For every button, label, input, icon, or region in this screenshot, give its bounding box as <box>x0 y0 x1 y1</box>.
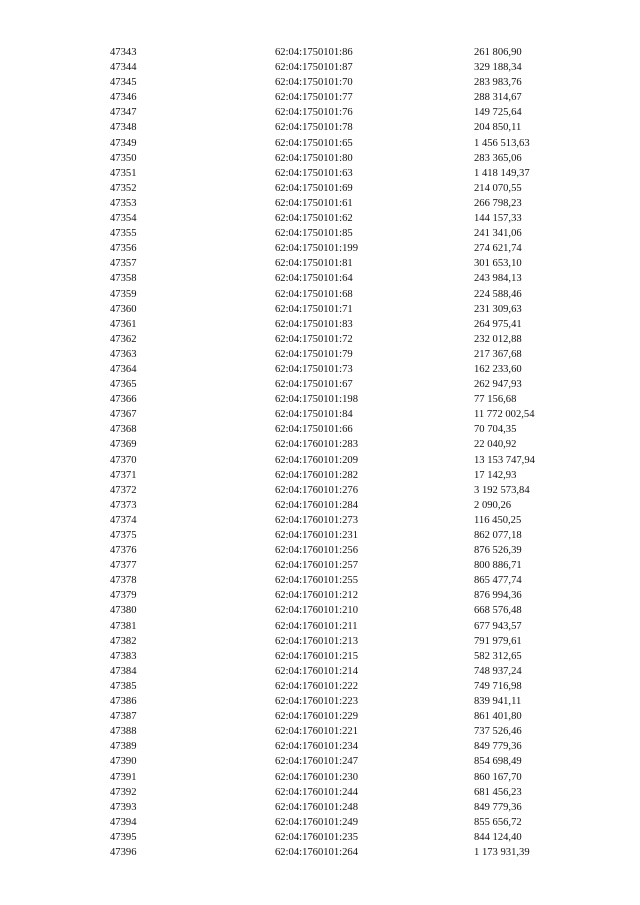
row-number: 47366 <box>110 394 137 406</box>
cadastral-value: 266 798,23 <box>474 197 522 209</box>
cadastral-number: 62:04:1760101:273 <box>275 514 358 526</box>
table-row <box>0 407 640 422</box>
row-number: 47349 <box>110 137 137 149</box>
row-number: 47395 <box>110 831 137 843</box>
cadastral-value: 301 653,10 <box>474 258 522 270</box>
cadastral-number: 62:04:1760101:282 <box>275 469 358 481</box>
cadastral-number: 62:04:1760101:283 <box>275 439 358 451</box>
row-number: 47355 <box>110 228 137 240</box>
cadastral-value: 264 975,41 <box>474 318 522 330</box>
row-number: 47394 <box>110 816 137 828</box>
table-row <box>0 453 640 468</box>
cadastral-value: 261 806,90 <box>474 47 522 58</box>
row-number: 47359 <box>110 288 137 300</box>
row-number: 47370 <box>110 454 137 466</box>
cadastral-value: 274 621,74 <box>474 243 522 255</box>
row-number: 47390 <box>110 756 137 768</box>
row-number: 47381 <box>110 620 137 632</box>
row-number: 47396 <box>110 846 137 858</box>
cadastral-value: 876 994,36 <box>474 590 522 602</box>
cadastral-value: 243 984,13 <box>474 273 522 285</box>
table-row <box>0 664 640 679</box>
row-number: 47348 <box>110 122 137 134</box>
table-row <box>0 603 640 618</box>
cadastral-value: 854 698,49 <box>474 756 522 768</box>
cadastral-number: 62:04:1750101:67 <box>275 379 353 391</box>
cadastral-number: 62:04:1760101:212 <box>275 590 358 602</box>
table-row <box>0 513 640 528</box>
row-number: 47354 <box>110 213 137 225</box>
row-number: 47356 <box>110 243 137 255</box>
row-number: 47386 <box>110 696 137 708</box>
table-row <box>0 105 640 120</box>
row-number: 47353 <box>110 197 137 209</box>
cadastral-number: 62:04:1750101:63 <box>275 167 353 179</box>
cadastral-value: 844 124,40 <box>474 831 522 843</box>
cadastral-value: 217 367,68 <box>474 348 522 360</box>
cadastral-value: 2 090,26 <box>474 499 512 511</box>
table-row <box>0 75 640 90</box>
cadastral-number: 62:04:1760101:230 <box>275 771 358 783</box>
cadastral-number: 62:04:1750101:80 <box>275 152 353 164</box>
cadastral-value: 149 725,64 <box>474 107 522 119</box>
table-row <box>0 60 640 75</box>
table-row <box>0 166 640 181</box>
cadastral-value: 839 941,11 <box>474 696 522 708</box>
table-row <box>0 90 640 105</box>
table-row <box>0 634 640 649</box>
cadastral-number: 62:04:1760101:222 <box>275 680 358 692</box>
cadastral-number: 62:04:1750101:72 <box>275 333 353 345</box>
cadastral-number: 62:04:1760101:209 <box>275 454 358 466</box>
cadastral-value: 1 418 149,37 <box>474 167 530 179</box>
row-number: 47358 <box>110 273 137 285</box>
table-row <box>0 770 640 785</box>
cadastral-value: 582 312,65 <box>474 650 522 662</box>
cadastral-number: 62:04:1760101:264 <box>275 846 358 858</box>
cadastral-value: 860 167,70 <box>474 771 522 783</box>
cadastral-value: 849 779,36 <box>474 741 522 753</box>
row-number: 47347 <box>110 107 137 119</box>
table-row <box>0 437 640 452</box>
cadastral-number: 62:04:1750101:86 <box>275 47 353 58</box>
table-row <box>0 211 640 226</box>
table-row <box>0 739 640 754</box>
cadastral-value: 283 983,76 <box>474 77 522 89</box>
cadastral-number: 62:04:1750101:65 <box>275 137 353 149</box>
cadastral-number: 62:04:1760101:221 <box>275 726 358 738</box>
cadastral-number: 62:04:1750101:76 <box>275 107 353 119</box>
cadastral-value: 241 341,06 <box>474 228 522 240</box>
row-number: 47357 <box>110 258 137 270</box>
row-number: 47374 <box>110 514 137 526</box>
cadastral-number: 62:04:1760101:244 <box>275 786 358 798</box>
row-number: 47365 <box>110 379 137 391</box>
table-row <box>0 573 640 588</box>
row-number: 47388 <box>110 726 137 738</box>
cadastral-value: 70 704,35 <box>474 424 517 436</box>
cadastral-number: 62:04:1750101:61 <box>275 197 353 209</box>
cadastral-value: 262 947,93 <box>474 379 522 391</box>
cadastral-value: 668 576,48 <box>474 605 522 617</box>
row-number: 47392 <box>110 786 137 798</box>
table-row <box>0 483 640 498</box>
cadastral-value: 13 153 747,94 <box>474 454 535 466</box>
cadastral-number: 62:04:1760101:247 <box>275 756 358 768</box>
cadastral-number: 62:04:1760101:223 <box>275 696 358 708</box>
row-number: 47391 <box>110 771 137 783</box>
cadastral-value: 224 588,46 <box>474 288 522 300</box>
table-row <box>0 588 640 603</box>
cadastral-number: 62:04:1750101:87 <box>275 62 353 74</box>
cadastral-value: 231 309,63 <box>474 303 522 315</box>
cadastral-number: 62:04:1750101:73 <box>275 363 353 375</box>
cadastral-number: 62:04:1760101:231 <box>275 530 358 541</box>
cadastral-number: 62:04:1760101:211 <box>275 620 358 632</box>
cadastral-value: 748 937,24 <box>474 665 522 677</box>
cadastral-number: 62:04:1750101:71 <box>275 303 353 315</box>
row-number: 47380 <box>110 605 137 617</box>
row-number: 47343 <box>110 47 137 58</box>
table-row <box>0 619 640 634</box>
table-row <box>0 45 640 60</box>
table-row <box>0 845 640 860</box>
cadastral-number: 62:04:1750101:78 <box>275 122 353 134</box>
cadastral-number: 62:04:1760101:213 <box>275 635 358 647</box>
cadastral-number: 62:04:1760101:276 <box>275 484 358 496</box>
row-number: 47346 <box>110 92 137 104</box>
table-row <box>0 785 640 800</box>
cadastral-number: 62:04:1750101:85 <box>275 228 353 240</box>
table-row <box>0 226 640 241</box>
row-number: 47375 <box>110 530 137 541</box>
table-row <box>0 694 640 709</box>
cadastral-value: 204 850,11 <box>474 122 522 134</box>
table-row <box>0 679 640 694</box>
row-number: 47387 <box>110 711 137 723</box>
cadastral-number: 62:04:1760101:255 <box>275 575 358 587</box>
table-row <box>0 754 640 769</box>
table-row <box>0 241 640 256</box>
table-row <box>0 287 640 302</box>
cadastral-value: 749 716,98 <box>474 680 522 692</box>
row-number: 47367 <box>110 409 137 421</box>
cadastral-value: 232 012,88 <box>474 333 522 345</box>
table-row <box>0 181 640 196</box>
table-row <box>0 271 640 286</box>
records-table <box>0 45 640 860</box>
cadastral-value: 1 173 931,39 <box>474 846 530 858</box>
cadastral-number: 62:04:1760101:214 <box>275 665 358 677</box>
row-number: 47344 <box>110 62 137 74</box>
row-number: 47376 <box>110 545 137 557</box>
table-row <box>0 528 640 543</box>
cadastral-value: 116 450,25 <box>474 514 522 526</box>
row-number: 47377 <box>110 560 137 572</box>
table-row <box>0 392 640 407</box>
cadastral-value: 855 656,72 <box>474 816 522 828</box>
cadastral-value: 144 157,33 <box>474 213 522 225</box>
row-number: 47351 <box>110 167 137 179</box>
table-row <box>0 347 640 362</box>
cadastral-value: 283 365,06 <box>474 152 522 164</box>
table-row <box>0 136 640 151</box>
cadastral-number: 62:04:1760101:210 <box>275 605 358 617</box>
cadastral-value: 3 192 573,84 <box>474 484 530 496</box>
cadastral-value: 681 456,23 <box>474 786 522 798</box>
cadastral-value: 77 156,68 <box>474 394 517 406</box>
cadastral-value: 791 979,61 <box>474 635 522 647</box>
row-number: 47352 <box>110 182 137 194</box>
cadastral-value: 329 188,34 <box>474 62 522 74</box>
cadastral-number: 62:04:1760101:248 <box>275 801 358 813</box>
cadastral-value: 214 070,55 <box>474 182 522 194</box>
cadastral-number: 62:04:1750101:62 <box>275 213 353 225</box>
row-number: 47368 <box>110 424 137 436</box>
row-number: 47369 <box>110 439 137 451</box>
row-number: 47362 <box>110 333 137 345</box>
table-row <box>0 362 640 377</box>
cadastral-number: 62:04:1760101:249 <box>275 816 358 828</box>
cadastral-number: 62:04:1750101:70 <box>275 77 353 89</box>
cadastral-number: 62:04:1760101:256 <box>275 545 358 557</box>
cadastral-number: 62:04:1750101:198 <box>275 394 358 406</box>
cadastral-number: 62:04:1760101:257 <box>275 560 358 572</box>
cadastral-value: 22 040,92 <box>474 439 517 451</box>
cadastral-number: 62:04:1750101:64 <box>275 273 353 285</box>
row-number: 47363 <box>110 348 137 360</box>
row-number: 47360 <box>110 303 137 315</box>
cadastral-number: 62:04:1750101:68 <box>275 288 353 300</box>
table-row <box>0 256 640 271</box>
cadastral-value: 1 456 513,63 <box>474 137 530 149</box>
table-row <box>0 151 640 166</box>
cadastral-number: 62:04:1750101:66 <box>275 424 353 436</box>
cadastral-number: 62:04:1760101:234 <box>275 741 358 753</box>
table-row <box>0 709 640 724</box>
cadastral-value: 865 477,74 <box>474 575 522 587</box>
row-number: 47393 <box>110 801 137 813</box>
table-row <box>0 830 640 845</box>
cadastral-number: 62:04:1760101:284 <box>275 499 358 511</box>
table-row <box>0 120 640 135</box>
cadastral-value: 677 943,57 <box>474 620 522 632</box>
row-number: 47379 <box>110 590 137 602</box>
cadastral-value: 162 233,60 <box>474 363 522 375</box>
row-number: 47384 <box>110 665 137 677</box>
row-number: 47385 <box>110 680 137 692</box>
cadastral-number: 62:04:1750101:83 <box>275 318 353 330</box>
table-row <box>0 724 640 739</box>
cadastral-value: 849 779,36 <box>474 801 522 813</box>
cadastral-number: 62:04:1750101:84 <box>275 409 353 421</box>
table-row <box>0 332 640 347</box>
row-number: 47389 <box>110 741 137 753</box>
table-row <box>0 649 640 664</box>
table-row <box>0 468 640 483</box>
cadastral-number: 62:04:1750101:199 <box>275 243 358 255</box>
row-number: 47371 <box>110 469 137 481</box>
cadastral-value: 737 526,46 <box>474 726 522 738</box>
cadastral-number: 62:04:1750101:81 <box>275 258 353 270</box>
table-row <box>0 317 640 332</box>
table-row <box>0 196 640 211</box>
row-number: 47361 <box>110 318 137 330</box>
cadastral-number: 62:04:1760101:235 <box>275 831 358 843</box>
table-row <box>0 377 640 392</box>
cadastral-value: 800 886,71 <box>474 560 522 572</box>
row-number: 47364 <box>110 363 137 375</box>
row-number: 47350 <box>110 152 137 164</box>
cadastral-value: 17 142,93 <box>474 469 517 481</box>
row-number: 47378 <box>110 575 137 587</box>
row-number: 47372 <box>110 484 137 496</box>
cadastral-value: 11 772 002,54 <box>474 409 535 421</box>
cadastral-number: 62:04:1760101:229 <box>275 711 358 723</box>
row-number: 47383 <box>110 650 137 662</box>
cadastral-value: 876 526,39 <box>474 545 522 557</box>
cadastral-number: 62:04:1750101:79 <box>275 348 353 360</box>
cadastral-value: 288 314,67 <box>474 92 522 104</box>
cadastral-number: 62:04:1750101:77 <box>275 92 353 104</box>
table-row <box>0 543 640 558</box>
row-number: 47373 <box>110 499 137 511</box>
row-number: 47345 <box>110 77 137 89</box>
cadastral-value: 862 077,18 <box>474 530 522 541</box>
row-number: 47382 <box>110 635 137 647</box>
table-row <box>0 422 640 437</box>
table-row <box>0 815 640 830</box>
table-row <box>0 302 640 317</box>
table-row <box>0 558 640 573</box>
cadastral-number: 62:04:1760101:215 <box>275 650 358 662</box>
table-row <box>0 498 640 513</box>
cadastral-value: 861 401,80 <box>474 711 522 723</box>
table-row <box>0 800 640 815</box>
cadastral-number: 62:04:1750101:69 <box>275 182 353 194</box>
